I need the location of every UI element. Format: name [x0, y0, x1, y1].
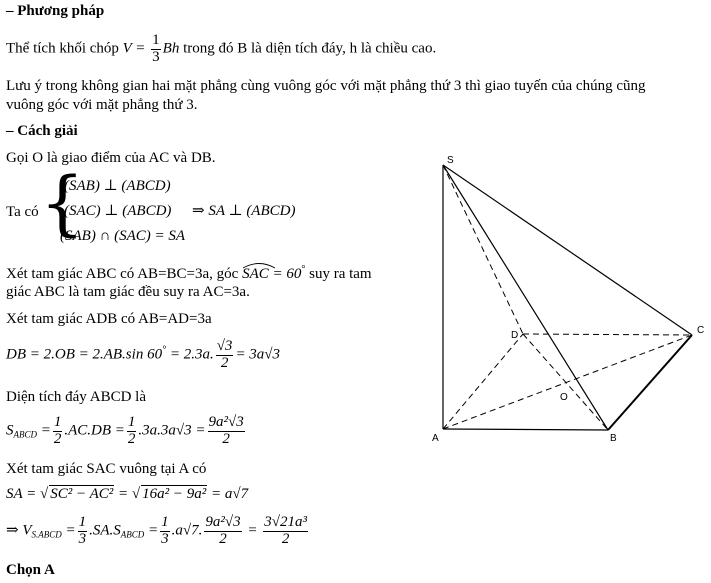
third-num-1: 1 [78, 514, 87, 530]
system-line-3: (SAB) ∩ (SAC) = SA [60, 228, 186, 244]
volume-lhs: V = [122, 40, 146, 57]
label-o: O [560, 392, 568, 403]
volume-formula-line [6, 33, 436, 66]
half-num-2: 1 [127, 414, 136, 430]
sa-rad-1: SC² − AC² [50, 486, 114, 502]
label-b: B [610, 433, 617, 444]
note-line-1: Lưu ý trong không gian hai mặt phẳng cùng vuông góc với mặt phẳng thứ 3 thì giao tuyến của chúng cũng [6, 78, 646, 94]
system-conclusion: ⇒ SA ⊥ (ABCD) [192, 203, 296, 219]
v-res-den: 2 [281, 530, 290, 547]
system-line-2: (SAC) ⊥ (ABCD) [64, 203, 172, 219]
edge-sd [443, 165, 523, 334]
sa-radical-2 [132, 486, 140, 502]
sa-rad-2: 16a² − 9a² [142, 486, 207, 502]
area-half-2 [127, 415, 137, 448]
db-num: √3 [216, 338, 233, 354]
v-arrow: ⇒ V [6, 522, 32, 539]
label-s: S [447, 155, 454, 166]
pyramid-figure [421, 150, 711, 450]
volume-equation: ⇒ $V_{S.ABCD}$ = $\frac{1}{3}$ $.SA.S_{ABCD}$ = $\frac{1}{3}$ .a√7. $\frac{\text{9a²√3}}{2}$ = $\frac{\text{3√21a³}}{2}$ [6, 514, 307, 547]
db-degree: ° [162, 344, 167, 356]
area-eq: = [40, 422, 51, 439]
sa-equation [6, 485, 248, 503]
label-c: C [697, 325, 705, 336]
sac-heading: Xét tam giác SAC vuông tại A có [6, 461, 207, 477]
third-den-2: 3 [161, 530, 169, 547]
abc-text-a: Xét tam giác ABC có AB=BC=3a, góc [6, 266, 239, 282]
v-result [263, 515, 308, 548]
v-mid-3: .a√7. [171, 522, 203, 539]
half-den-1: 2 [53, 430, 62, 447]
db-fraction [216, 339, 234, 372]
third-1 [78, 515, 88, 548]
third-2 [160, 515, 170, 548]
area-mid-1: .AC.DB = [64, 422, 125, 439]
angle-sac [242, 266, 269, 283]
degree-sign: ° [301, 264, 306, 275]
half-num-1: 1 [53, 414, 62, 430]
v-frac [204, 515, 241, 548]
angle-value: = 60 [272, 266, 302, 282]
angle-hat [242, 261, 276, 269]
area-s: S [6, 422, 14, 439]
area-half-1 [53, 415, 63, 448]
v-frac-den: 2 [219, 530, 227, 547]
o-definition: Gọi O là giao điểm của AC và DB. [6, 150, 216, 166]
volume-num: 1 [152, 32, 160, 48]
edge-sb [443, 165, 608, 430]
area-res-den: 2 [222, 430, 230, 447]
v-mid-1: .SA.S [89, 522, 121, 539]
edge-sc [443, 165, 692, 335]
volume-prefix: Thể tích khối chóp [6, 40, 119, 57]
edge-ad [443, 334, 523, 429]
area-result [208, 415, 245, 448]
label-a: A [432, 433, 439, 444]
third-den-1: 3 [78, 530, 87, 547]
v-sub: S.ABCD [31, 529, 62, 540]
system-brace: { [40, 162, 85, 244]
volume-rhs: Bh [162, 40, 180, 57]
volume-suffix: trong đó B là diện tích đáy, h là chiều cao. [183, 40, 437, 57]
db-equation [6, 339, 280, 372]
v-sub-2: ABCD [120, 529, 145, 540]
sa-eq: = [118, 486, 129, 502]
abc-line-1 [6, 264, 372, 283]
method-heading: – Phương pháp [6, 3, 105, 19]
volume-den: 3 [152, 48, 160, 65]
v-res-num: 3√21a³ [264, 514, 307, 530]
adb-line: Xét tam giác ADB có AB=AD=3a [6, 311, 212, 327]
system-line-1: (SAB) ⊥ (ABCD) [64, 178, 171, 194]
area-sub: ABCD [13, 429, 37, 440]
diag-db [523, 334, 608, 430]
diag-ac [443, 335, 692, 429]
area-res-num: 9a²√3 [208, 414, 244, 430]
abc-text-b: suy ra tam [309, 266, 372, 282]
sa-radical-1 [40, 486, 48, 502]
label-d: D [511, 330, 519, 341]
area-equation [6, 415, 247, 448]
db-mid: = 2.3a. [169, 346, 214, 363]
area-heading: Diện tích đáy ABCD là [6, 389, 146, 405]
note-line-2: vuông góc với mặt phẳng thứ 3. [6, 97, 198, 113]
answer: Chọn A [6, 562, 55, 578]
edge-ab [443, 429, 608, 430]
edge-bc [608, 335, 692, 430]
db-result: = 3a√3 [235, 346, 281, 363]
ta-co-label: Ta có [6, 204, 39, 220]
volume-fraction [151, 33, 161, 66]
solution-heading: – Cách giải [6, 123, 78, 139]
v-frac-num: 9a²√3 [205, 514, 241, 530]
area-mid-2: .3a.3a√3 = [138, 422, 206, 439]
db-den: 2 [220, 354, 229, 371]
abc-line-2: giác ABC là tam giác đều suy ra AC=3a. [6, 284, 250, 300]
angle-label: SAC [242, 266, 269, 282]
db-lhs: DB = 2.OB = 2.AB.sin 60 [6, 346, 163, 363]
sa-lhs: SA = [6, 486, 37, 502]
third-num-2: 1 [161, 514, 169, 530]
v-eq: = [65, 522, 76, 539]
v-mid-2: = [148, 522, 159, 539]
half-den-2: 2 [127, 430, 136, 447]
sa-result: = a√7 [211, 486, 249, 502]
